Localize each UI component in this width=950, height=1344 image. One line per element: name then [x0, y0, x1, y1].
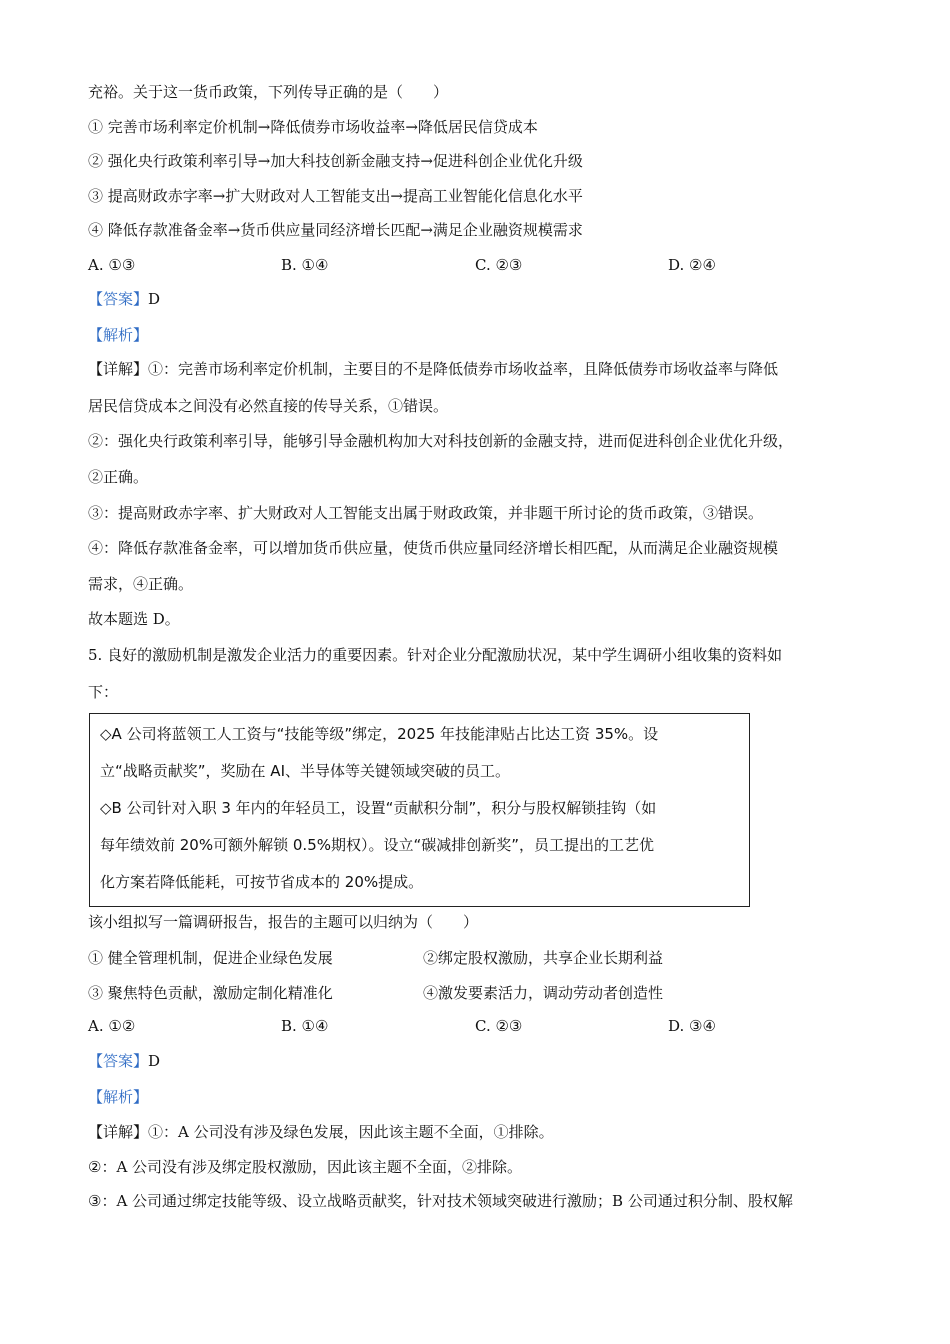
q5-material-box — [89, 713, 750, 907]
q5-analysis-label: 【解析】 — [88, 1088, 149, 1106]
q4-detail-1b: 居民信贷成本之间没有必然直接的传导关系，①错误。 — [88, 397, 449, 415]
q4-option-a: A. ①③ — [88, 256, 136, 274]
q4-item-4: ④ 降低存款准备金率→货币供应量同经济增长匹配→满足企业融资规模需求 — [88, 221, 583, 239]
q5-detail-2: ②：A 公司没有涉及绑定股权激励，因此该主题不全面，②排除。 — [88, 1158, 523, 1176]
q5-material-line-4: 每年绩效前 20%可额外解锁 0.5%期权）。设立“碳减排创新奖”，员工提出的工艺优 — [100, 836, 655, 854]
q5-detail-label: 【详解】 — [88, 1123, 149, 1141]
q5-item-4: ④激发要素活力，调动劳动者创造性 — [423, 984, 664, 1002]
q4-item-1: ① 完善市场利率定价机制→降低债券市场收益率→降低居民信贷成本 — [88, 118, 538, 136]
q5-option-c: C. ②③ — [475, 1017, 523, 1035]
q5-answer-line — [88, 1051, 160, 1071]
q5-option-b: B. ①④ — [281, 1017, 329, 1035]
q4-conclusion: 故本题选 D。 — [88, 610, 180, 628]
q5-material-line-3: ◇B 公司针对入职 3 年内的年轻员工，设置“贡献积分制”，积分与股权解锁挂钩（如 — [100, 799, 657, 817]
q4-option-c: C. ②③ — [475, 256, 523, 274]
q4-detail-1a — [88, 359, 778, 379]
q4-analysis-label: 【解析】 — [88, 326, 149, 344]
q4-detail-2b: ②正确。 — [88, 468, 149, 486]
q4-item-2: ② 强化央行政策利率引导→加大科技创新金融支持→促进科创企业优化升级 — [88, 152, 583, 170]
q5-item-2: ②绑定股权激励，共享企业长期利益 — [423, 949, 664, 967]
q4-answer-line — [88, 289, 160, 309]
q5-item-1: ① 健全管理机制，促进企业绿色发展 — [88, 949, 333, 967]
q5-detail-1-text: ①：A 公司没有涉及绿色发展，因此该主题不全面，①排除。 — [148, 1123, 554, 1141]
q4-detail-4b: 需求，④正确。 — [88, 575, 194, 593]
q4-detail-label: 【详解】 — [88, 360, 149, 378]
q4-detail-2a: ②：强化央行政策利率引导，能够引导金融机构加大对科技创新的金融支持，进而促进科创企业优化升级， — [88, 432, 794, 450]
q4-option-d: D. ②④ — [668, 256, 716, 274]
q4-detail-1a-text: ①：完善市场利率定价机制，主要目的不是降低债券市场收益率，且降低债券市场收益率与降低 — [148, 360, 779, 378]
q5-stem-b: 下： — [88, 683, 119, 701]
q5-item-3: ③ 聚焦特色贡献，激励定制化精准化 — [88, 984, 333, 1002]
q5-material-line-2: 立“战略贡献奖”，奖励在 AI、半导体等关键领域突破的员工。 — [100, 762, 510, 780]
q5-detail-1 — [88, 1122, 554, 1142]
q5-detail-3: ③：A 公司通过绑定技能等级、设立战略贡献奖，针对技术领域突破进行激励；B 公司通过积分制、股权解 — [88, 1192, 793, 1210]
q4-stem-end: 充裕。关于这一货币政策，下列传导正确的是（ ） — [88, 83, 449, 101]
q4-answer-value: D — [148, 290, 161, 308]
q4-item-3: ③ 提高财政赤字率→扩大财政对人工智能支出→提高工业智能化信息化水平 — [88, 187, 583, 205]
q5-material-line-1: ◇A 公司将蓝领工人工资与“技能等级”绑定，2025 年技能津贴占比达工资 35%。设 — [100, 725, 659, 743]
q5-answer-value: D — [148, 1052, 161, 1070]
q4-detail-4a: ④：降低存款准备金率，可以增加货币供应量，使货币供应量同经济增长相匹配，从而满足企业融资规模 — [88, 539, 779, 557]
q5-material-line-5: 化方案若降低能耗，可按节省成本的 20%提成。 — [100, 873, 424, 891]
q5-question: 该小组拟写一篇调研报告，报告的主题可以归纳为（ ） — [88, 913, 479, 931]
q5-answer-label: 【答案】 — [88, 1052, 149, 1070]
q5-option-a: A. ①② — [88, 1017, 136, 1035]
q4-detail-3: ③：提高财政赤字率、扩大财政对人工智能支出属于财政政策，并非题干所讨论的货币政策，③错误。 — [88, 504, 764, 522]
q4-answer-label: 【答案】 — [88, 290, 149, 308]
q5-stem-a: 5. 良好的激励机制是激发企业活力的重要因素。针对企业分配激励状况，某中学生调研小组收集的资料如 — [88, 646, 783, 664]
q4-option-b: B. ①④ — [281, 256, 329, 274]
q5-option-d: D. ③④ — [668, 1017, 716, 1035]
